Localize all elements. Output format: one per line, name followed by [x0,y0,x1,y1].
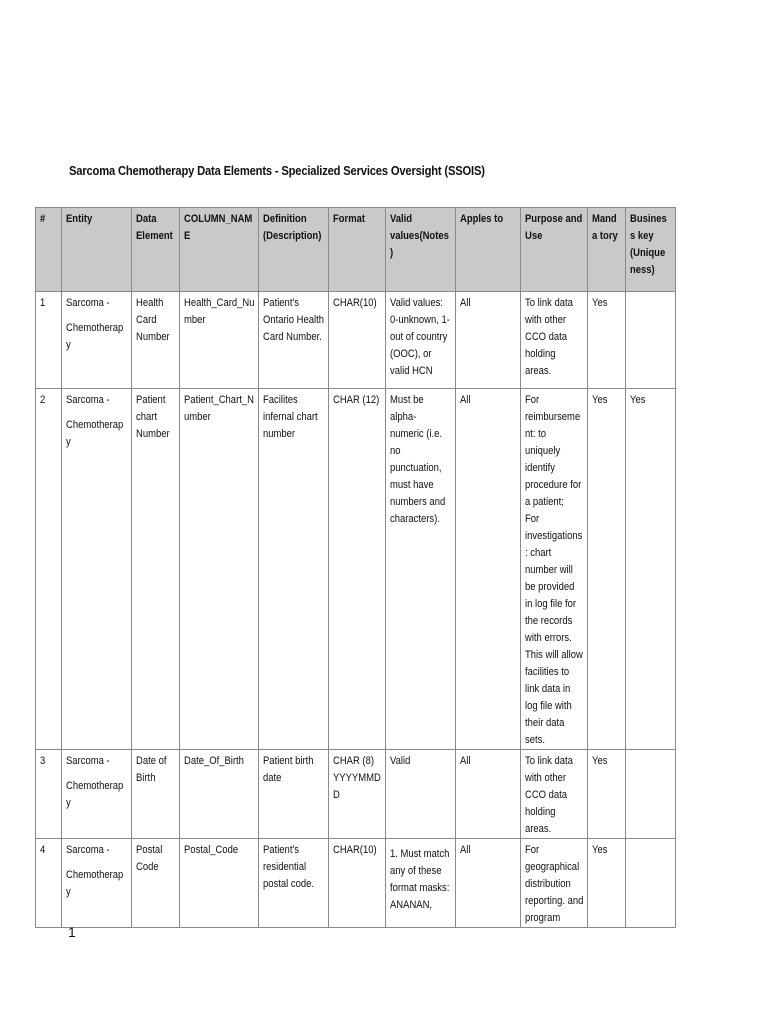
cell-purpose: For reimburseme nt: to uniquely identify procedure for a patient; For investigations : chart number will be provided in log file for the records with errors. This will allow facilities to link data in log file with their data sets. [521,389,588,750]
cell-entity: Sarcoma - Chemotherapy [62,389,132,750]
cell-format: CHAR(10) [329,839,386,928]
cell-column-name: Patient_Chart_N umber [180,389,259,750]
cell-mandatory: Yes [588,750,626,839]
cell-valid-values: Valid values: 0-unknown, 1- out of country (OOC), or valid HCN [386,292,456,389]
cell-data-element: Patient chart Number [132,389,180,750]
cell-data-element: Date of Birth [132,750,180,839]
cell-applies-to: All [456,750,521,839]
cell-mandatory: Yes [588,839,626,928]
cell-business-key [626,839,676,928]
document-title: Sarcoma Chemotherapy Data Elements - Specialized Services Oversight (SSOIS) [69,163,485,178]
cell-entity: Sarcoma - Chemotherapy [62,750,132,839]
cell-column-name: Postal_Code [180,839,259,928]
cell-format: CHAR (8) YYYYMMD D [329,750,386,839]
cell-entity: Sarcoma - Chemotherapy [62,839,132,928]
table-header-row [36,208,676,292]
cell-num: 4 [36,839,62,928]
table-row [36,389,676,750]
header-cell-entity: Entity [62,208,132,292]
table-row [36,292,676,389]
data-elements-table [35,207,676,928]
cell-applies-to: All [456,389,521,750]
cell-business-key: Yes [626,389,676,750]
cell-applies-to: All [456,839,521,928]
cell-valid-values: 1. Must match any of these format masks: ANANAN, [386,839,456,928]
cell-definition: Facilites infernal chart number [259,389,329,750]
table-row [36,750,676,839]
cell-purpose: To link data with other CCO data holding areas. [521,292,588,389]
cell-valid-values: Must be alpha- numeric (i.e. no punctuation, must have numbers and characters). [386,389,456,750]
cell-format: CHAR(10) [329,292,386,389]
cell-definition: Patient's residential postal code. [259,839,329,928]
cell-num: 1 [36,292,62,389]
cell-business-key [626,750,676,839]
cell-definition: Patient birth date [259,750,329,839]
cell-num: 3 [36,750,62,839]
cell-purpose: For geographical distribution reporting. and program [521,839,588,928]
header-cell-column-name: COLUMN_NAM E [180,208,259,292]
page-number: 1 [68,924,76,940]
cell-applies-to: All [456,292,521,389]
table-row [36,839,676,928]
cell-valid-values: Valid [386,750,456,839]
header-cell-format: Format [329,208,386,292]
cell-data-element: Health Card Number [132,292,180,389]
cell-data-element: Postal Code [132,839,180,928]
header-cell-purpose: Purpose and Use [521,208,588,292]
header-cell-business-key: Busines s key (Unique ness) [626,208,676,292]
cell-mandatory: Yes [588,389,626,750]
header-cell-mandatory: Manda tory [588,208,626,292]
header-cell-data-element: Data Element [132,208,180,292]
cell-column-name: Date_Of_Birth [180,750,259,839]
cell-purpose: To link data with other CCO data holding areas. [521,750,588,839]
header-cell-applies-to: Apples to [456,208,521,292]
header-cell-valid-values: Valid values(Notes) [386,208,456,292]
cell-definition: Patient's Ontario Health Card Number. [259,292,329,389]
cell-entity: Sarcoma - Chemotherapy [62,292,132,389]
cell-business-key [626,292,676,389]
header-cell-num: # [36,208,62,292]
cell-mandatory: Yes [588,292,626,389]
cell-format: CHAR (12) [329,389,386,750]
header-cell-definition: Definition (Description) [259,208,329,292]
cell-column-name: Health_Card_Nu mber [180,292,259,389]
cell-num: 2 [36,389,62,750]
